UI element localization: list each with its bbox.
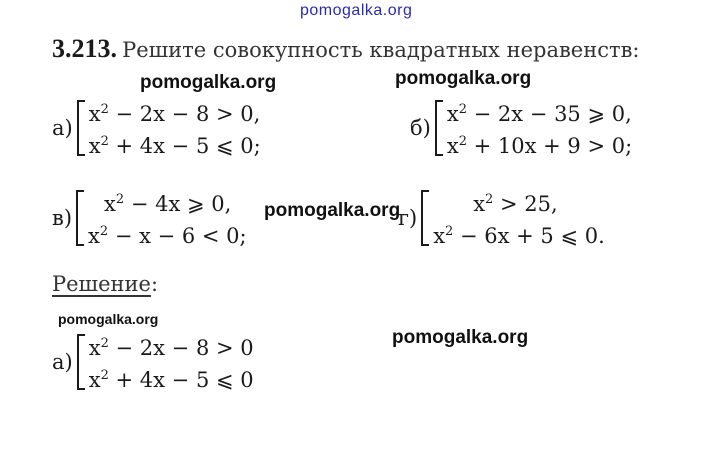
- system-a-line-1: $x^2 - 2x - 8 > 0$,: [88, 102, 261, 126]
- system-a-line-2: $x^2 + 4x - 5$ ⩽ 0;: [88, 134, 261, 158]
- problem-text: Решите совокупность квадратных неравенств:: [122, 38, 640, 62]
- bracket: [77, 100, 85, 156]
- watermark-3: pomogalka.org: [264, 200, 401, 221]
- system-v-label: в): [52, 206, 73, 230]
- bracket: [435, 100, 443, 156]
- watermark-4: pomogalka.org: [58, 311, 159, 327]
- watermark-5: pomogalka.org: [392, 327, 529, 348]
- watermark-top: pomogalka.org: [300, 2, 413, 19]
- system-b-label: б): [410, 116, 431, 140]
- bracket: [77, 334, 85, 390]
- problem-number: 3.213.: [52, 34, 117, 63]
- system-g: [398, 186, 605, 250]
- solution-heading: [52, 272, 158, 296]
- watermark-2: pomogalka.org: [395, 68, 532, 89]
- solution-system-a-label: а): [52, 350, 73, 374]
- solution-system-a: [52, 330, 254, 394]
- solution-system-a-line-1: $x^2 - 2x - 8 > 0$: [88, 336, 254, 360]
- watermark-1: pomogalka.org: [140, 72, 277, 93]
- system-v-line-1: $x^2 - 4x$ ⩾ 0,: [104, 192, 232, 216]
- system-a-label: а): [52, 116, 73, 140]
- problem-header: [52, 34, 640, 64]
- system-b: [410, 96, 632, 160]
- system-v-line-2: $x^2 - x - 6 < 0$;: [88, 224, 247, 248]
- system-b-line-1: $x^2 - 2x - 35$ ⩾ 0,: [446, 102, 632, 126]
- solution-title: Решение: [52, 272, 151, 296]
- system-a: [52, 96, 261, 160]
- system-g-line-2: $x^2 - 6x + 5$ ⩽ 0.: [433, 224, 605, 248]
- system-v: [52, 186, 247, 250]
- system-b-line-2: $x^2 + 10x + 9 > 0$;: [446, 134, 633, 158]
- bracket: [76, 190, 84, 246]
- solution-system-a-line-2: $x^2 + 4x - 5$ ⩽ 0: [88, 368, 254, 392]
- bracket: [421, 190, 429, 246]
- system-g-line-1: $x^2 > 25$,: [473, 192, 558, 216]
- solution-colon: :: [150, 272, 159, 296]
- system-g-label: г): [398, 206, 418, 230]
